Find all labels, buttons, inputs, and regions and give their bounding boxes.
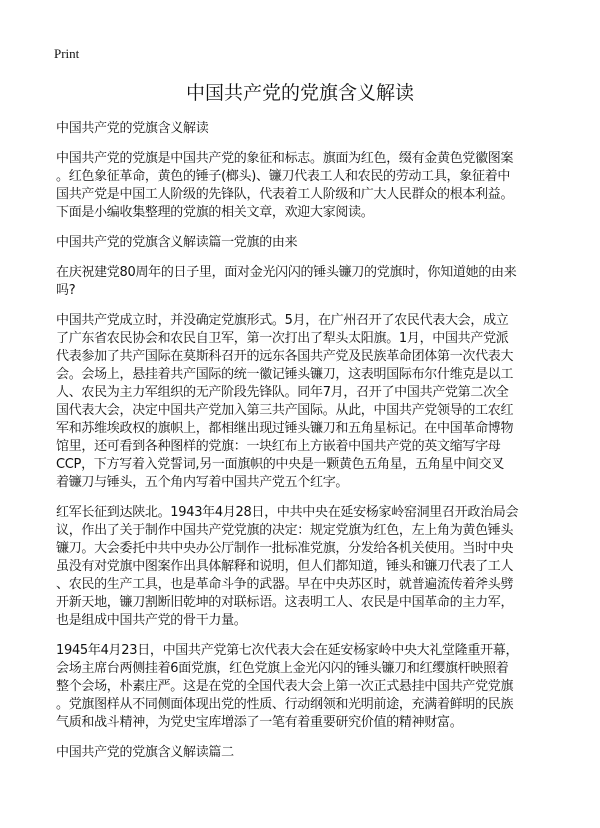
- paragraph: [56, 642, 556, 732]
- text-line: 、农民的生产工具，也是革命斗争的武器。早在中央苏区时，就普遍流传着斧头劈: [56, 577, 514, 592]
- paragraph: [56, 264, 556, 300]
- text-line: 了广东省农民协会和农民自卫军，第一次打出了犁头太阳旗。1月，中国共产党派: [56, 331, 509, 346]
- text-line: 吗?: [56, 283, 76, 298]
- text-line: 1945年4月23日，中国共产党第七次代表大会在延安杨家岭中央大礼堂隆重开幕，: [56, 643, 519, 658]
- text-line: 下面是小编收集整理的党旗的相关文章，欢迎大家阅读。: [56, 205, 374, 220]
- text-line: 红军长征到达陕北。1943年4月28日，中共中央在延安杨家岭窑洞里召开政治局会: [56, 505, 519, 520]
- text-line: 也是组成中国共产党的骨干力量。: [56, 613, 247, 628]
- text-line: 中国共产党的党旗含义解读: [56, 121, 209, 136]
- document-body: [56, 120, 556, 774]
- text-line: 中国共产党的党旗含义解读篇二: [56, 745, 234, 760]
- page-title: 中国共产党的党旗含义解读: [185, 82, 414, 104]
- text-line: 。红色象征革命，黄色的锤子(榔头)、镰刀代表工人和农民的劳动工具，象征着中: [56, 169, 511, 184]
- text-line: 虽没有对党旗中图案作出具体解释和说明，但人们都知道，锤头和镰刀代表了工人: [56, 559, 514, 574]
- text-line: 中国共产党的党旗含义解读篇一党旗的由来: [56, 235, 298, 250]
- print-link[interactable]: Print: [54, 46, 80, 61]
- section-heading: [56, 120, 556, 138]
- section-heading: [56, 744, 556, 762]
- text-line: 。党旗图样从不同侧面体现出党的性质、行动纲领和光明前途，充满着鲜明的民族: [56, 697, 514, 712]
- text-line: 会场主席台两侧挂着6面党旗，红色党旗上金光闪闪的锤头镰刀和红缨旗杆映照着: [56, 661, 509, 676]
- section-heading: [56, 234, 556, 252]
- text-line: 中国共产党成立时，并没确定党旗形式。5月，在广州召开了农民代表大会，成立: [56, 313, 509, 328]
- text-line: 着镰刀与锤头，五个角内写着中国共产党五个红字。: [56, 475, 349, 490]
- text-line: 国共产党是中国工人阶级的先锋队，代表着工人阶级和广大人民群众的根本利益。: [56, 187, 514, 202]
- paragraph: [56, 504, 556, 630]
- text-line: 会。会场上，悬挂着共产国际的统一徽记锤头镰刀，这表明国际布尔什维克是以工: [56, 367, 514, 382]
- text-line: 国代表大会，决定中国共产党加入第三共产国际。从此，中国共产党领导的工农红: [56, 403, 514, 418]
- paragraph: [56, 312, 556, 492]
- text-line: 馆里，还可看到各种图样的党旗：一块红布上方嵌着中国共产党的英文缩写字母: [56, 439, 501, 454]
- text-line: 中国共产党的党旗是中国共产党的象征和标志。旗面为红色，缀有金黄色党徽图案: [56, 151, 514, 166]
- text-line: 代表参加了共产国际在莫斯科召开的远东各国共产党及民族革命团体第一次代表大: [56, 349, 514, 364]
- text-line: 气质和战斗精神，为党史宝库增添了一笔有着重要研究价值的精神财富。: [56, 715, 463, 730]
- text-line: 在庆祝建党80周年的日子里，面对金光闪闪的锤头镰刀的党旗时，你知道她的由来: [56, 265, 517, 280]
- text-line: 军和苏维埃政权的旗帜上，都相继出现过锤头镰刀和五角星标记。在中国革命博物: [56, 421, 514, 436]
- text-line: CCP，下方写着入党誓词,另一面旗帜的中央是一颗黄色五角星，五角星中间交叉: [56, 457, 505, 472]
- text-line: 议，作出了关于制作中国共产党党旗的决定：规定党旗为红色，左上角为黄色锤头: [56, 523, 514, 538]
- text-line: 开新天地，镰刀割断旧乾坤的对联标语。这表明工人、农民是中国革命的主力军，: [56, 595, 514, 610]
- text-line: 整个会场，朴素庄严。这是在党的全国代表大会上第一次正式悬挂中国共产党党旗: [56, 679, 514, 694]
- text-line: 镰刀。大会委托中共中央办公厅制作一批标准党旗，分发给各机关使用。当时中央: [56, 541, 514, 556]
- text-line: 人、农民为主力军组织的无产阶段先锋队。同年7月，召开了中国共产党第二次全: [56, 385, 509, 400]
- paragraph: [56, 150, 556, 222]
